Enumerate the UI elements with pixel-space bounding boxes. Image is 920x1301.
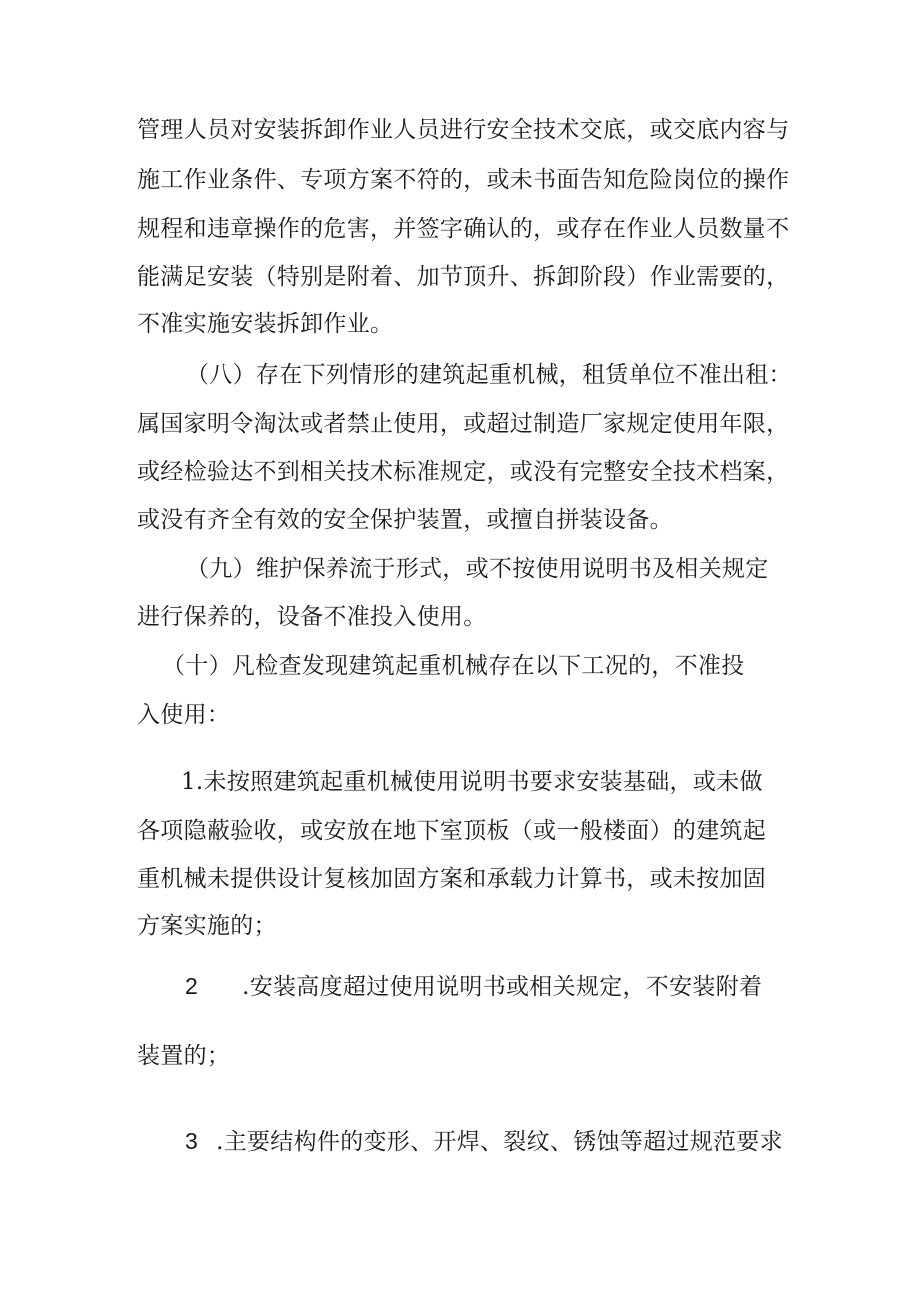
- text-line: 不准实施安装拆卸作业。: [137, 311, 394, 337]
- item-heading-8: （八）存在下列情形的建筑起重机械，租赁单位不准出租：: [186, 362, 792, 388]
- text-line: 方案实施的；: [137, 913, 277, 939]
- text-line: 各项隐蔽验收，或安放在地下室顶板（或一般楼面）的建筑起: [137, 818, 767, 844]
- text-line: 装置的；: [137, 1043, 231, 1069]
- sub-item-text: .安装高度超过使用说明书或相关规定，不安装附着: [242, 974, 763, 1000]
- text-line: 进行保养的，设备不准投入使用。: [137, 604, 487, 630]
- text-line: 重机械未提供设计复核加固方案和承载力计算书，或未按加固: [137, 866, 767, 892]
- text-line: 或没有齐全有效的安全保护装置，或擅自拼装设备。: [137, 507, 673, 533]
- text-line: 入使用：: [137, 702, 231, 728]
- text-line: 施工作业条件、专项方案不符的，或未书面告知危险岗位的操作: [137, 167, 790, 193]
- sub-item-1: 1.未按照建筑起重机械使用说明书要求安装基础，或未做: [181, 769, 763, 795]
- sub-item-text: .主要结构件的变形、开焊、裂纹、锈蚀等超过规范要求: [216, 1129, 783, 1155]
- text-line: 能满足安装（特别是附着、加节顶升、拆卸阶段）作业需要的，: [137, 264, 790, 290]
- sub-item-number: 3: [185, 1128, 199, 1154]
- text-line: 或经检验达不到相关技术标准规定，或没有完整安全技术档案，: [137, 459, 790, 485]
- item-heading-10: （十）凡检查发现建筑起重机械存在以下工况的，不准投: [162, 653, 745, 679]
- sub-item-number: 2: [185, 973, 199, 999]
- text-line: 属国家明令淘汰或者禁止使用，或超过制造厂家规定使用年限，: [137, 411, 790, 437]
- item-heading-9: （九）维护保养流于形式，或不按使用说明书及相关规定: [186, 556, 769, 582]
- text-line: 规程和违章操作的危害，并签字确认的，或存在作业人员数量不: [137, 216, 790, 242]
- sub-item-3: [185, 1127, 783, 1156]
- text-line: 管理人员对安装拆卸作业人员进行安全技术交底，或交底内容与: [137, 117, 790, 143]
- sub-item-2: [185, 972, 762, 1001]
